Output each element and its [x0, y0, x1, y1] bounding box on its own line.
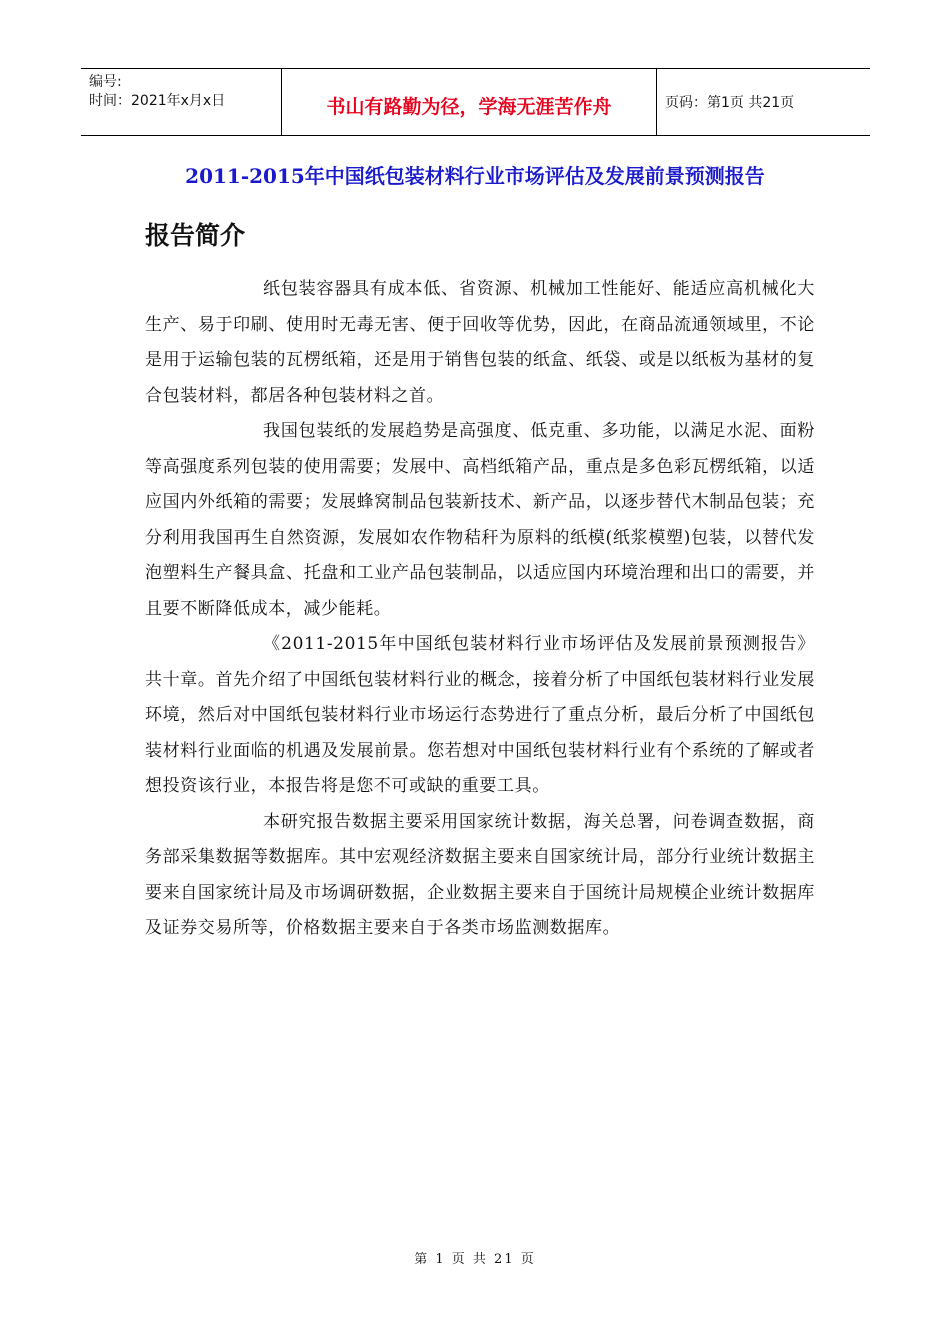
document-title: 2011-2015年中国纸包装材料行业市场评估及发展前景预测报告 [185, 164, 765, 188]
paragraph: 我国包装纸的发展趋势是高强度、低克重、多功能，以满足水泥、面粉等高强度系列包装的使用需要；发展中、高档纸箱产品，重点是多色彩瓦楞纸箱，以适应国内外纸箱的需要；发展蜂窝制品包装新技术、新产品，以逐步替代木制品包装；充分利用我国再生自然资源，发展如农作物秸秆为原料的纸模(纸浆模塑)包装，以替代发泡塑料生产餐具盒、托盘和工业产品包装制品，以适应国内环境治理和出口的需要，并且要不断降低成本，减少能耗。 [145, 421, 815, 619]
paragraph: 本研究报告数据主要采用国家统计数据，海关总署，问卷调查数据，商务部采集数据等数据库。其中宏观经济数据主要来自国家统计局，部分行业统计数据主要来自国家统计局及市场调研数据，企业数据主要来自于国统计局规模企业统计数据库及证券交易所等，价格数据主要来自于各类市场监测数据库。 [145, 811, 815, 938]
paragraph: 《2011-2015年中国纸包装材料行业市场评估及发展前景预测报告》共十章。首先介绍了中国纸包装材料行业的概念，接着分析了中国纸包装材料行业发展环境，然后对中国纸包装材料行业市场运行态势进行了重点分析，最后分析了中国纸包装材料行业面临的机遇及发展前景。您若想对中国纸包装材料行业有个系统的了解或者想投资该行业，本报告将是您不可或缺的重要工具。 [145, 634, 815, 796]
page-footer: 第 1 页 共 21 页 [414, 1252, 536, 1267]
header-table [81, 68, 870, 136]
header-page-info: 页码：第1页 共21页 [665, 95, 795, 111]
document-date: 时间：2021年x月x日 [89, 93, 226, 109]
header-motto: 书山有路勤为径，学海无涯苦作舟 [326, 95, 612, 118]
header-meta-cell [81, 69, 282, 135]
section-heading: 报告简介 [145, 221, 246, 250]
header-page-cell [657, 69, 870, 135]
paragraph: 纸包装容器具有成本低、省资源、机械加工性能好、能适应高机械化大生产、易于印刷、使用时无毒无害、便于回收等优势，因此，在商品流通领域里，不论是用于运输包装的瓦楞纸箱，还是用于销售包装的纸盒、纸袋、或是以纸板为基材的复合包装材料，都居各种包装材料之首。 [145, 279, 815, 406]
document-number-label: 编号: [89, 74, 122, 90]
header-motto-cell [282, 69, 657, 135]
report-body [145, 272, 815, 947]
